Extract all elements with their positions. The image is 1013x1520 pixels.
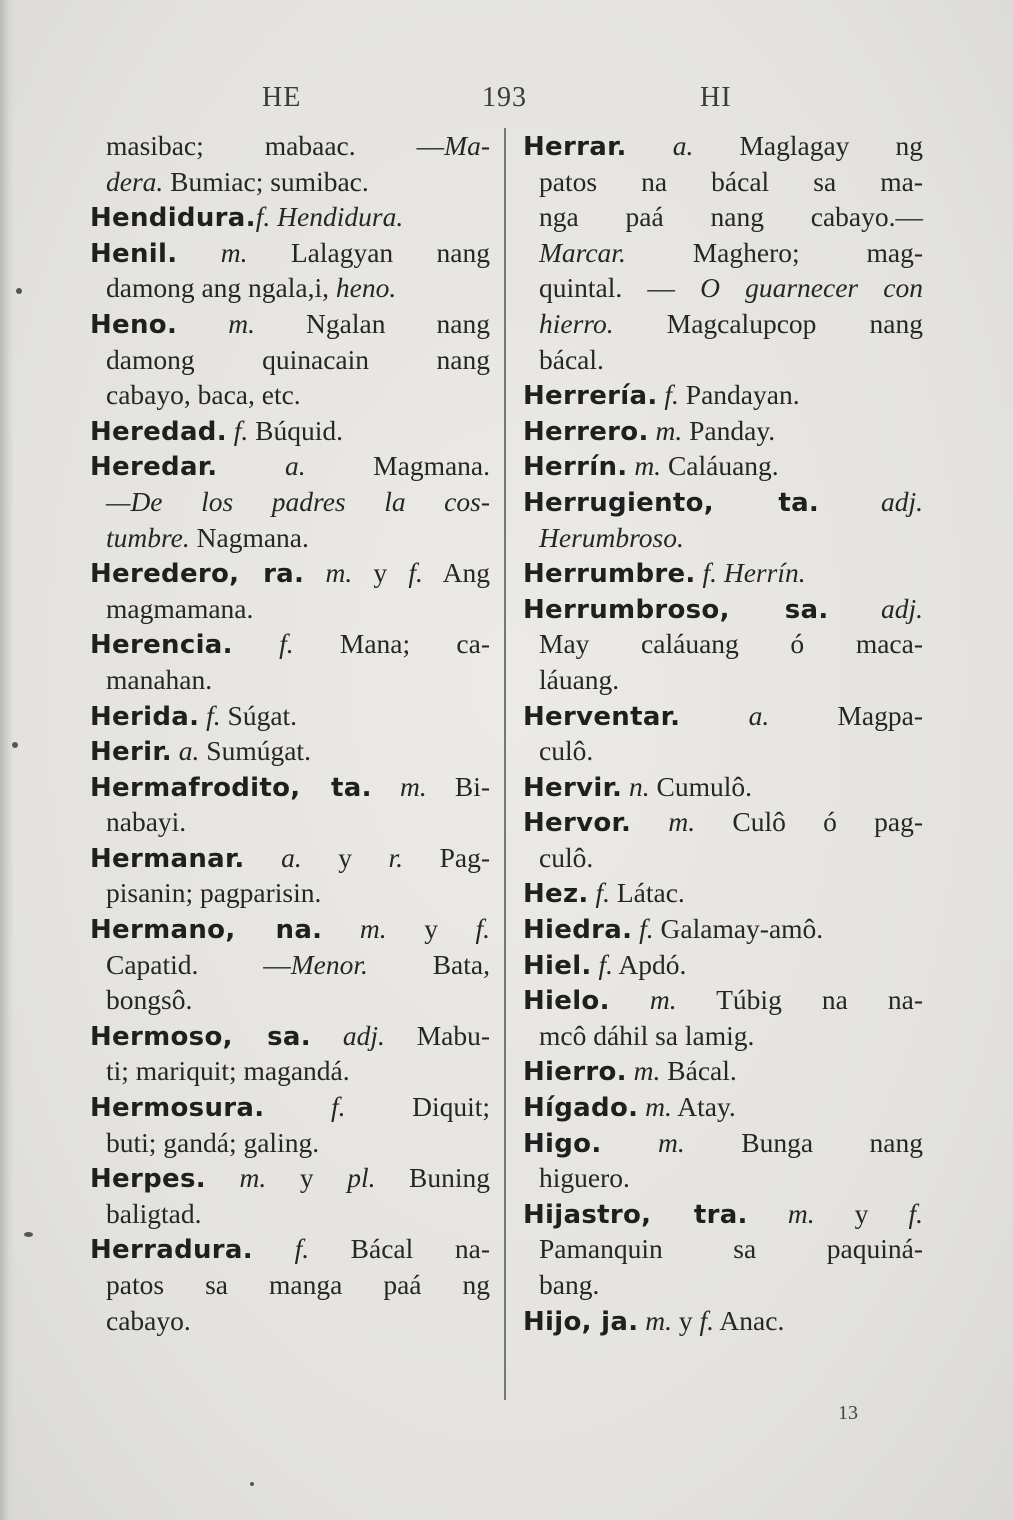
italic-label: m. <box>633 1055 661 1087</box>
entry-line <box>523 1303 923 1339</box>
entry-continuation-line <box>90 1053 490 1089</box>
definition-text: Pandayan. <box>678 379 800 411</box>
entry-continuation-line <box>90 1125 490 1161</box>
header-left-guideword: HE <box>262 82 302 113</box>
definition-text: Pamanquin sa paquiná- <box>539 1233 923 1265</box>
headword: Hiel. <box>523 950 592 981</box>
definition-text <box>227 415 234 446</box>
italic-label: f. <box>233 414 249 446</box>
signature-mark: 13 <box>838 1402 858 1424</box>
definition-text <box>748 1198 788 1229</box>
definition-text: Magmana. <box>305 450 490 482</box>
entry-continuation-line <box>523 840 923 876</box>
definition-text: magmamana. <box>106 592 254 624</box>
entry-continuation-line <box>90 520 490 556</box>
italic-label: tumbre. <box>106 521 190 553</box>
italic-label: m. <box>787 1197 815 1229</box>
headword: Hijastro, tra. <box>523 1199 748 1230</box>
entry-line <box>523 698 923 734</box>
definition-text: ti; mariquit; magandá. <box>106 1055 350 1087</box>
definition-text <box>253 1233 295 1264</box>
entry-continuation-line <box>90 982 490 1018</box>
headword: Hervir. <box>523 772 623 803</box>
entry-line <box>523 875 923 911</box>
definition-text: Capatid. — <box>106 948 291 980</box>
entry-line <box>90 733 490 769</box>
definition-text <box>372 771 400 802</box>
definition-text <box>680 700 748 731</box>
headword: Herrumbroso, sa. <box>523 594 829 625</box>
definition-text: Galamay-amô. <box>653 913 824 945</box>
entry-continuation-line <box>90 1303 490 1339</box>
definition-text: Maglagay ng <box>693 130 923 161</box>
definition-text: Magpa- <box>769 699 923 731</box>
definition-text: Bumiac; sumibac. <box>163 165 369 197</box>
definition-text: Bácal. <box>660 1055 737 1087</box>
definition-text: Ang <box>422 557 491 589</box>
definition-text: Maghero; mag- <box>625 236 923 268</box>
headword: Hermanar. <box>90 843 245 874</box>
headword: Herrugiento, ta. <box>523 487 820 518</box>
entry-line <box>90 1231 490 1267</box>
definition-text: bácal. <box>539 343 604 375</box>
header-page-number: 193 <box>482 82 527 113</box>
entry-line <box>90 769 490 805</box>
definition-text <box>233 628 279 659</box>
definition-text: pisanin; pagparisin. <box>106 877 322 909</box>
definition-text: y <box>301 841 389 873</box>
headword: Herrumbre. <box>523 559 696 590</box>
definition-text <box>631 806 668 837</box>
entry-continuation-line <box>523 1160 923 1196</box>
headword: Herir. <box>90 737 172 768</box>
italic-label: m. <box>228 307 255 339</box>
definition-text: Látac. <box>610 877 685 909</box>
entry-line <box>90 306 490 342</box>
definition-text: nabayi. <box>106 806 187 838</box>
italic-label: f. <box>639 913 654 945</box>
definition-text: Túbig na na- <box>676 984 924 1016</box>
italic-label: f. <box>279 628 294 660</box>
running-head <box>0 82 1013 122</box>
definition-text <box>322 913 360 944</box>
entry-continuation-line <box>90 662 490 698</box>
definition-text: patos na bácal sa ma- <box>539 165 923 197</box>
entry-line <box>523 769 923 805</box>
entry-continuation-line <box>90 270 490 306</box>
definition-text: bongsô. <box>106 984 193 1016</box>
definition-text: Pag- <box>403 841 490 873</box>
entry-continuation-line <box>523 306 923 342</box>
headword: Hiedra. <box>523 915 633 946</box>
italic-label: m. <box>325 557 353 589</box>
definition-text <box>819 486 881 517</box>
definition-text: Bácal na- <box>309 1233 491 1265</box>
italic-label: f. <box>294 1233 310 1265</box>
italic-label: Ma- <box>444 130 490 161</box>
entry-line <box>90 840 490 876</box>
definition-text: damong ang ngala,i, <box>106 272 336 304</box>
entry-continuation-line <box>90 164 490 200</box>
italic-label: heno. <box>335 272 397 304</box>
entry-line <box>523 448 923 484</box>
headword: Herpes. <box>90 1164 206 1195</box>
headword: Hendidura. <box>90 203 256 234</box>
headword: Higo. <box>523 1128 602 1159</box>
italic-label: a. <box>284 450 306 482</box>
headword: Heredar. <box>90 452 218 483</box>
definition-text: Panday. <box>682 414 776 446</box>
definition-text: láuang. <box>539 663 620 695</box>
entry-line <box>90 911 490 947</box>
italic-label: a. <box>178 735 200 767</box>
italic-label: f. <box>699 1304 715 1336</box>
headword: Hervor. <box>523 808 632 839</box>
headword: Herventar. <box>523 701 681 732</box>
italic-label: f. <box>908 1197 924 1229</box>
entry-line <box>90 1089 490 1125</box>
entry-line <box>523 413 923 449</box>
entry-line <box>523 128 923 164</box>
entry-continuation-line <box>523 1267 923 1303</box>
entry-line <box>523 484 923 520</box>
entry-line <box>523 1125 923 1161</box>
italic-label: m. <box>220 236 248 268</box>
definition-text <box>610 984 650 1015</box>
definition-text: Buning <box>375 1162 491 1194</box>
definition-text: cabayo. <box>106 1304 191 1336</box>
definition-text <box>627 1055 634 1086</box>
entry-continuation-line <box>90 128 490 164</box>
definition-text: baligtad. <box>106 1197 202 1229</box>
definition-text <box>177 237 220 268</box>
italic-label: f. <box>475 913 491 945</box>
definition-text: masibac; mabaac. — <box>106 130 445 161</box>
entry-line <box>523 982 923 1018</box>
entry-continuation-line <box>523 235 923 271</box>
definition-text <box>245 842 282 873</box>
italic-label: m. <box>668 806 696 838</box>
definition-text: Lalagyan nang <box>247 236 490 268</box>
italic-label: a. <box>748 699 770 731</box>
entry-continuation-line <box>90 947 490 983</box>
page-gutter-edge <box>0 0 14 1520</box>
column-divider <box>504 128 506 1400</box>
definition-text: y <box>266 1162 348 1194</box>
header-right-guideword: HI <box>700 82 732 113</box>
entry-line <box>90 555 490 591</box>
headword: Heredero, ra. <box>90 559 305 590</box>
italic-label: f. <box>330 1091 346 1123</box>
headword: Hijo, ja. <box>523 1306 639 1337</box>
italic-label: pl. <box>347 1162 376 1194</box>
italic-label: adj. <box>881 592 924 624</box>
italic-label: f. <box>702 557 717 589</box>
definition-text: y <box>672 1304 700 1336</box>
definition-text <box>829 593 881 624</box>
entry-line <box>523 591 923 627</box>
ink-speck <box>250 1482 254 1486</box>
italic-label: f. <box>598 948 613 980</box>
entry-line <box>523 911 923 947</box>
headword: Herencia. <box>90 630 233 661</box>
headword: Heno. <box>90 309 178 340</box>
headword: Hermano, na. <box>90 915 323 946</box>
headword: Herrería. <box>523 381 658 412</box>
definition-text: buti; gandá; galing. <box>106 1126 320 1158</box>
definition-text: mcô dáhil sa lamig. <box>539 1019 755 1051</box>
entry-continuation-line <box>90 342 490 378</box>
entry-line <box>90 626 490 662</box>
definition-text <box>206 1162 240 1193</box>
definition-text: May caláuang ó maca- <box>539 628 923 660</box>
entry-line <box>523 555 923 591</box>
entry-line <box>523 947 923 983</box>
definition-text: Mana; ca- <box>293 628 490 660</box>
italic-label: Herumbroso. <box>539 521 684 553</box>
italic-label: f. <box>664 379 679 411</box>
headword: Hermafrodito, ta. <box>90 772 372 803</box>
entry-continuation-line <box>523 520 923 556</box>
italic-label: m. <box>399 770 427 802</box>
entry-line <box>523 1196 923 1232</box>
entry-continuation-line <box>523 1231 923 1267</box>
italic-label: O guarnecer con <box>700 272 923 304</box>
italic-label: f. <box>595 877 610 909</box>
italic-label: m. <box>645 1304 673 1336</box>
definition-text: nga paá nang cabayo.— <box>539 201 923 233</box>
entry-continuation-line <box>523 626 923 662</box>
entry-line <box>523 1089 923 1125</box>
definition-text: bang. <box>539 1269 600 1300</box>
headword: Herrín. <box>523 452 628 483</box>
entry-continuation-line <box>90 804 490 840</box>
italic-label: f. Hendidura. <box>255 201 404 233</box>
definition-text: Sumúgat. <box>199 735 311 767</box>
italic-label: adj. <box>342 1019 385 1051</box>
italic-label: m. <box>649 984 677 1016</box>
definition-text <box>627 130 673 161</box>
headword: Hez. <box>523 879 589 910</box>
headword: Hígado. <box>523 1093 639 1124</box>
entry-line <box>90 1160 490 1196</box>
entry-continuation-line <box>523 199 923 235</box>
headword: Herida. <box>90 701 200 732</box>
definition-text: quintal. — <box>539 272 701 304</box>
definition-text: higuero. <box>539 1162 630 1194</box>
italic-label: m. <box>239 1162 267 1194</box>
definition-text: Cumulô. <box>649 770 753 802</box>
italic-label: —De los padres la cos- <box>106 485 490 517</box>
italic-label: f. <box>206 699 221 731</box>
definition-text: Caláuang. <box>661 450 779 482</box>
headword: Herrar. <box>523 132 627 162</box>
definition-text: patos sa manga paá ng <box>106 1269 490 1300</box>
definition-text: Nagmana. <box>189 521 309 553</box>
headword: Herradura. <box>90 1235 253 1266</box>
definition-text: y <box>814 1197 909 1229</box>
entry-line <box>90 199 490 235</box>
headword: Hielo. <box>523 986 610 1017</box>
italic-label: r. <box>388 841 404 873</box>
entry-line <box>90 698 490 734</box>
italic-label: m. <box>359 913 387 945</box>
definition-text <box>602 1127 658 1158</box>
italic-label: m. <box>634 450 662 482</box>
definition-text: Apdó. <box>613 948 687 980</box>
italic-label: Herrín. <box>723 557 806 589</box>
definition-text: Búquid. <box>248 414 344 446</box>
definition-text: Ngalan nang <box>254 307 490 339</box>
definition-text: y <box>386 913 476 945</box>
entry-continuation-line <box>90 875 490 911</box>
entry-continuation-line <box>523 164 923 200</box>
definition-text <box>311 1020 343 1051</box>
italic-label: hierro. <box>539 307 614 339</box>
definition-text: Bunga nang <box>684 1126 923 1158</box>
definition-text: cabayo, baca, etc. <box>106 379 301 411</box>
italic-label: m. <box>645 1091 672 1123</box>
entry-continuation-line <box>90 1267 490 1303</box>
entry-continuation-line <box>523 342 923 378</box>
entry-continuation-line <box>90 377 490 413</box>
definition-text <box>172 735 179 766</box>
ink-speck <box>24 1232 33 1237</box>
definition-text: Mabu- <box>384 1019 491 1051</box>
italic-label: Menor. <box>290 948 368 980</box>
entry-line <box>523 1053 923 1089</box>
definition-text: Anac. <box>714 1304 785 1336</box>
italic-label: adj. <box>880 485 923 517</box>
definition-text: Súgat. <box>220 699 298 731</box>
italic-label: m. <box>658 1126 685 1158</box>
definition-text <box>177 308 228 339</box>
italic-label: m. <box>655 414 683 446</box>
headword: Hierro. <box>523 1057 627 1088</box>
headword: Hermoso, sa. <box>90 1021 311 1052</box>
definition-text <box>217 450 285 481</box>
headword: Herrero. <box>523 416 649 447</box>
entry-continuation-line <box>523 270 923 306</box>
entry-line <box>90 448 490 484</box>
entry-continuation-line <box>90 484 490 520</box>
definition-text <box>717 557 724 588</box>
italic-label: dera. <box>106 165 164 197</box>
entry-continuation-line <box>90 1196 490 1232</box>
ink-speck <box>12 742 18 748</box>
entry-line <box>90 1018 490 1054</box>
definition-text: Bi- <box>426 770 491 802</box>
definition-text: Atay. <box>671 1091 736 1123</box>
headword: Heredad. <box>90 416 227 447</box>
definition-text: manahan. <box>106 663 213 695</box>
definition-text: Diquit; <box>345 1091 490 1123</box>
entry-continuation-line <box>90 591 490 627</box>
entry-line <box>90 235 490 271</box>
definition-text <box>649 415 656 446</box>
italic-label: a. <box>281 841 302 873</box>
entry-line <box>523 804 923 840</box>
italic-label: Marcar. <box>539 236 626 268</box>
definition-text: y <box>352 557 409 589</box>
definition-text: Culô ó pag- <box>695 806 923 838</box>
left-column <box>90 128 490 1338</box>
italic-label: a. <box>672 130 694 161</box>
definition-text: culô. <box>539 841 594 873</box>
definition-text: damong quinacain nang <box>106 343 490 375</box>
italic-label: f. <box>408 557 423 589</box>
headword: Henil. <box>90 238 178 269</box>
definition-text <box>304 557 325 588</box>
entry-continuation-line <box>523 662 923 698</box>
entry-continuation-line <box>523 1018 923 1054</box>
entry-continuation-line <box>523 733 923 769</box>
entry-line <box>523 377 923 413</box>
definition-text: culô. <box>539 735 594 767</box>
definition-text: Bata, <box>367 948 490 980</box>
definition-text <box>264 1091 331 1122</box>
right-column <box>523 128 923 1338</box>
entry-line <box>90 413 490 449</box>
definition-text: Magcalupcop nang <box>613 307 923 339</box>
italic-label: n. <box>629 770 650 802</box>
ink-speck <box>16 288 22 294</box>
headword: Hermosura. <box>90 1093 265 1124</box>
